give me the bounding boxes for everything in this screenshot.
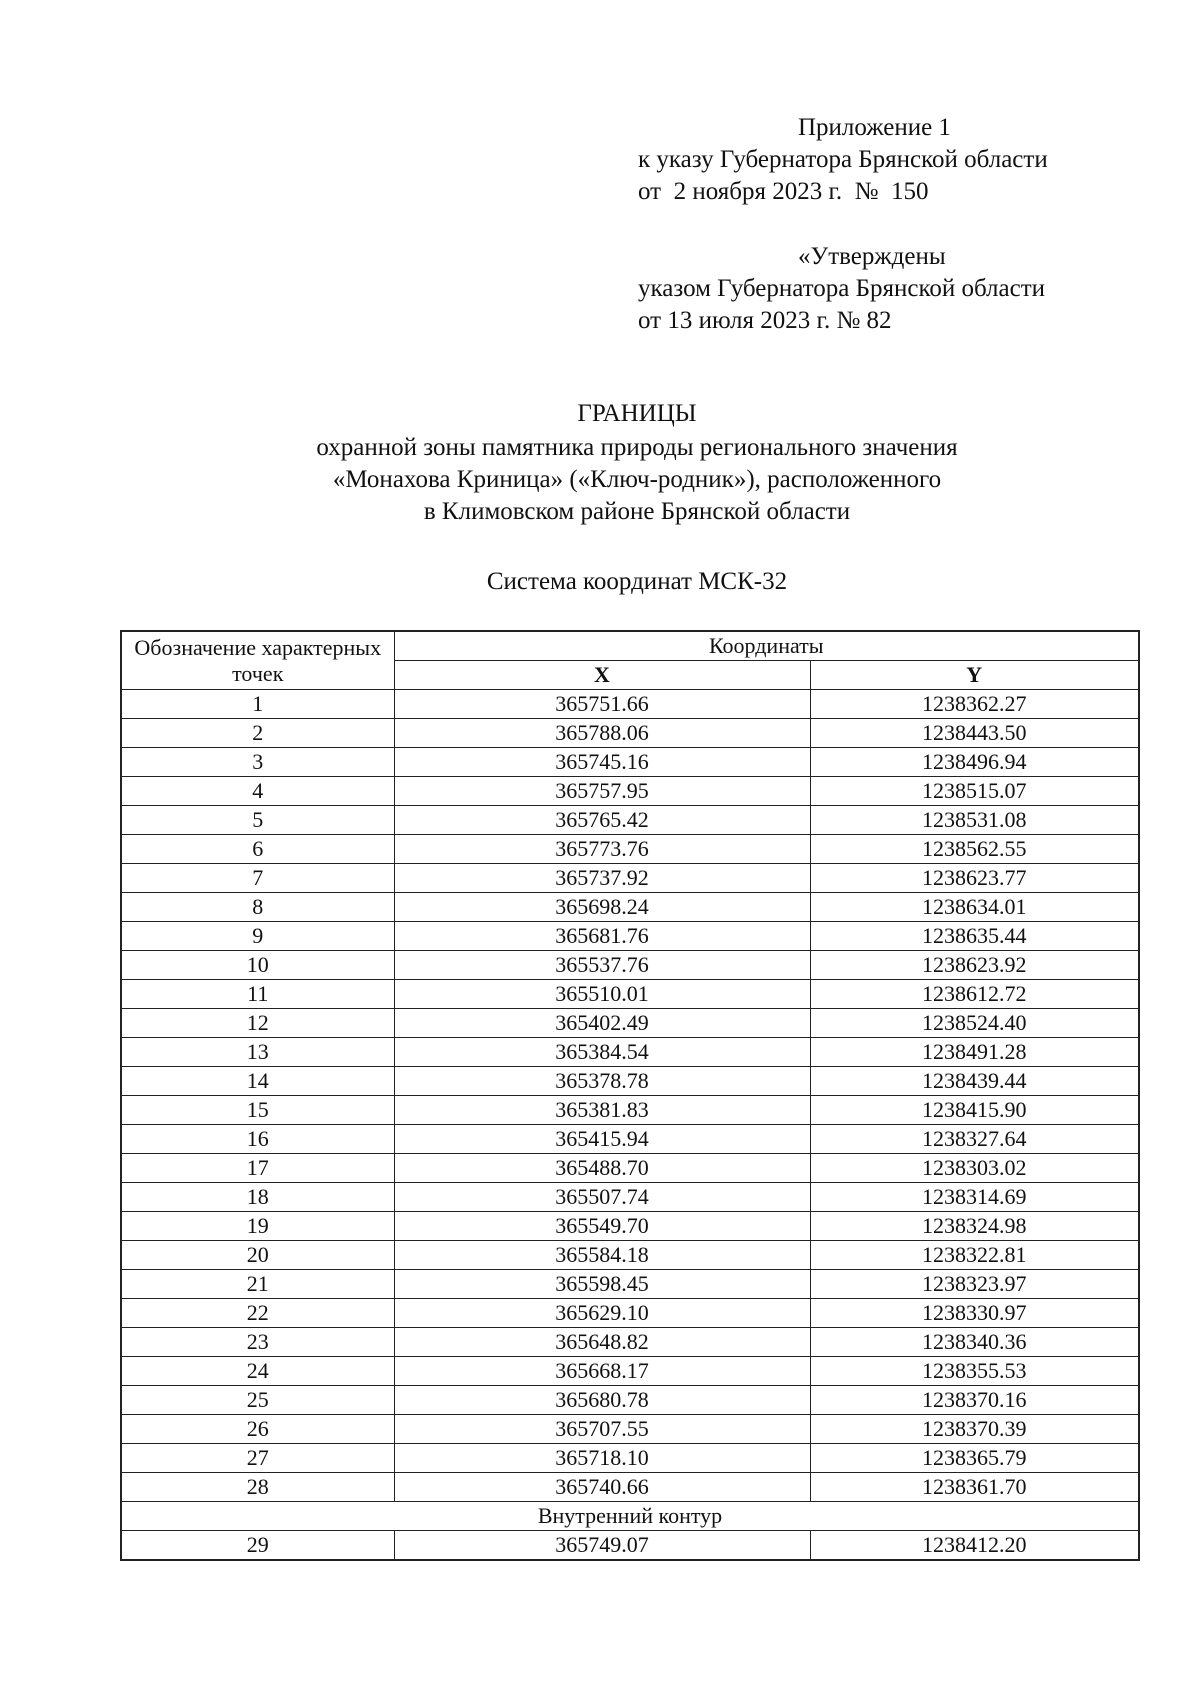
table-row [121, 1357, 1139, 1386]
x-coordinate-cell: 365745.16 [394, 748, 810, 777]
point-number-cell: 4 [121, 777, 394, 806]
coordinates-table [120, 630, 1140, 1561]
x-coordinate-cell: 365488.70 [394, 1154, 810, 1183]
point-number-cell: 7 [121, 864, 394, 893]
point-number-cell: 5 [121, 806, 394, 835]
point-number-cell: 25 [121, 1386, 394, 1415]
coordinates-rows [121, 690, 1139, 1502]
point-number-cell: 3 [121, 748, 394, 777]
appendix-block [638, 112, 1048, 208]
y-coordinate-cell: 1238412.20 [810, 1531, 1139, 1561]
document-subtitle [0, 432, 1200, 528]
subtitle-line: охранной зоны памятника природы регионального значения [316, 434, 958, 461]
coordinate-system-label: Система координат МСК-32 [486, 568, 788, 595]
subtitle-line: «Монахова Криница» («Ключ-родник»), расположенного [332, 466, 942, 493]
point-number-cell: 17 [121, 1154, 394, 1183]
x-coordinate-cell: 365680.78 [394, 1386, 810, 1415]
point-number-cell: 2 [121, 719, 394, 748]
point-number-cell: 29 [121, 1531, 394, 1561]
x-coordinate-cell: 365629.10 [394, 1299, 810, 1328]
point-number-cell: 21 [121, 1270, 394, 1299]
y-coordinate-cell: 1238340.36 [810, 1328, 1139, 1357]
y-coordinate-cell: 1238365.79 [810, 1444, 1139, 1473]
point-number-cell: 11 [121, 980, 394, 1009]
table-row [121, 1038, 1139, 1067]
y-coordinate-cell: 1238327.64 [810, 1125, 1139, 1154]
x-coordinate-cell: 365765.42 [394, 806, 810, 835]
x-coordinate-cell: 365381.83 [394, 1096, 810, 1125]
table-row [121, 1183, 1139, 1212]
y-coordinate-cell: 1238330.97 [810, 1299, 1139, 1328]
x-coordinate-cell: 365598.45 [394, 1270, 810, 1299]
y-coordinate-cell: 1238415.90 [810, 1096, 1139, 1125]
inner-contour-rows [121, 1531, 1139, 1561]
table-row [121, 690, 1139, 719]
table-row [121, 806, 1139, 835]
y-coordinate-cell: 1238322.81 [810, 1241, 1139, 1270]
y-coordinate-cell: 1238515.07 [810, 777, 1139, 806]
point-number-cell: 20 [121, 1241, 394, 1270]
x-coordinate-cell: 365740.66 [394, 1473, 810, 1502]
appendix-line: от 2 ноября 2023 г. № 150 [638, 178, 929, 205]
inner-contour-row [121, 1502, 1139, 1531]
y-coordinate-cell: 1238623.77 [810, 864, 1139, 893]
approved-line: указом Губернатора Брянской области [638, 275, 1046, 302]
y-coordinate-cell: 1238362.27 [810, 690, 1139, 719]
y-coordinate-cell: 1238323.97 [810, 1270, 1139, 1299]
table-row [121, 1154, 1139, 1183]
point-number-cell: 10 [121, 951, 394, 980]
table-row [121, 1531, 1139, 1561]
y-coordinate-cell: 1238361.70 [810, 1473, 1139, 1502]
x-coordinate-cell: 365384.54 [394, 1038, 810, 1067]
point-number-cell: 8 [121, 893, 394, 922]
x-coordinate-cell: 365707.55 [394, 1415, 810, 1444]
x-coordinate-cell: 365537.76 [394, 951, 810, 980]
approved-line: от 13 июля 2023 г. № 82 [638, 307, 892, 334]
table-row [121, 893, 1139, 922]
y-coordinate-cell: 1238314.69 [810, 1183, 1139, 1212]
table-row [121, 1473, 1139, 1502]
y-header: Y [810, 661, 1139, 690]
point-number-cell: 14 [121, 1067, 394, 1096]
y-coordinate-cell: 1238531.08 [810, 806, 1139, 835]
y-coordinate-cell: 1238496.94 [810, 748, 1139, 777]
x-coordinate-cell: 365749.07 [394, 1531, 810, 1561]
table-row [121, 777, 1139, 806]
y-coordinate-cell: 1238324.98 [810, 1212, 1139, 1241]
point-number-cell: 15 [121, 1096, 394, 1125]
table-row [121, 1241, 1139, 1270]
x-header: X [394, 661, 810, 690]
point-number-cell: 16 [121, 1125, 394, 1154]
point-number-cell: 6 [121, 835, 394, 864]
document-title: ГРАНИЦЫ [577, 400, 697, 427]
coordinates-header: Координаты [394, 631, 1139, 661]
table-row [121, 922, 1139, 951]
x-coordinate-cell: 365773.76 [394, 835, 810, 864]
x-coordinate-cell: 365507.74 [394, 1183, 810, 1212]
appendix-line: Приложение 1 [798, 114, 951, 141]
table-row [121, 1067, 1139, 1096]
approved-line: «Утверждены [798, 243, 946, 270]
x-coordinate-cell: 365698.24 [394, 893, 810, 922]
table-row [121, 864, 1139, 893]
y-coordinate-cell: 1238623.92 [810, 951, 1139, 980]
x-coordinate-cell: 365681.76 [394, 922, 810, 951]
point-number-cell: 18 [121, 1183, 394, 1212]
point-number-cell: 13 [121, 1038, 394, 1067]
point-number-cell: 1 [121, 690, 394, 719]
x-coordinate-cell: 365402.49 [394, 1009, 810, 1038]
x-coordinate-cell: 365788.06 [394, 719, 810, 748]
table-row [121, 1270, 1139, 1299]
table-row [121, 1096, 1139, 1125]
table-row [121, 980, 1139, 1009]
table-row [121, 719, 1139, 748]
y-coordinate-cell: 1238634.01 [810, 893, 1139, 922]
x-coordinate-cell: 365648.82 [394, 1328, 810, 1357]
table-row [121, 1125, 1139, 1154]
point-number-cell: 9 [121, 922, 394, 951]
table-row [121, 835, 1139, 864]
x-coordinate-cell: 365415.94 [394, 1125, 810, 1154]
inner-contour-label: Внутренний контур [121, 1502, 1139, 1531]
appendix-line: к указу Губернатора Брянской области [638, 146, 1048, 173]
table-row [121, 1212, 1139, 1241]
point-number-cell: 26 [121, 1415, 394, 1444]
y-coordinate-cell: 1238612.72 [810, 980, 1139, 1009]
point-number-cell: 12 [121, 1009, 394, 1038]
x-coordinate-cell: 365549.70 [394, 1212, 810, 1241]
y-coordinate-cell: 1238370.39 [810, 1415, 1139, 1444]
table-row [121, 748, 1139, 777]
point-number-cell: 22 [121, 1299, 394, 1328]
table-row [121, 1328, 1139, 1357]
approved-block [638, 241, 1045, 337]
point-number-cell: 23 [121, 1328, 394, 1357]
y-coordinate-cell: 1238524.40 [810, 1009, 1139, 1038]
point-designation-header: Обозначение характерных точек [121, 631, 394, 690]
table-row [121, 1444, 1139, 1473]
table-row [121, 1299, 1139, 1328]
y-coordinate-cell: 1238562.55 [810, 835, 1139, 864]
table-row [121, 951, 1139, 980]
x-coordinate-cell: 365718.10 [394, 1444, 810, 1473]
y-coordinate-cell: 1238439.44 [810, 1067, 1139, 1096]
table-row [121, 1415, 1139, 1444]
y-coordinate-cell: 1238491.28 [810, 1038, 1139, 1067]
y-coordinate-cell: 1238355.53 [810, 1357, 1139, 1386]
y-coordinate-cell: 1238635.44 [810, 922, 1139, 951]
y-coordinate-cell: 1238370.16 [810, 1386, 1139, 1415]
x-coordinate-cell: 365751.66 [394, 690, 810, 719]
x-coordinate-cell: 365737.92 [394, 864, 810, 893]
x-coordinate-cell: 365668.17 [394, 1357, 810, 1386]
x-coordinate-cell: 365510.01 [394, 980, 810, 1009]
point-number-cell: 28 [121, 1473, 394, 1502]
y-coordinate-cell: 1238303.02 [810, 1154, 1139, 1183]
subtitle-line: в Климовском районе Брянской области [423, 498, 851, 525]
x-coordinate-cell: 365378.78 [394, 1067, 810, 1096]
point-number-cell: 24 [121, 1357, 394, 1386]
y-coordinate-cell: 1238443.50 [810, 719, 1139, 748]
x-coordinate-cell: 365584.18 [394, 1241, 810, 1270]
table-row [121, 1009, 1139, 1038]
point-number-cell: 19 [121, 1212, 394, 1241]
x-coordinate-cell: 365757.95 [394, 777, 810, 806]
point-number-cell: 27 [121, 1444, 394, 1473]
table-row [121, 1386, 1139, 1415]
